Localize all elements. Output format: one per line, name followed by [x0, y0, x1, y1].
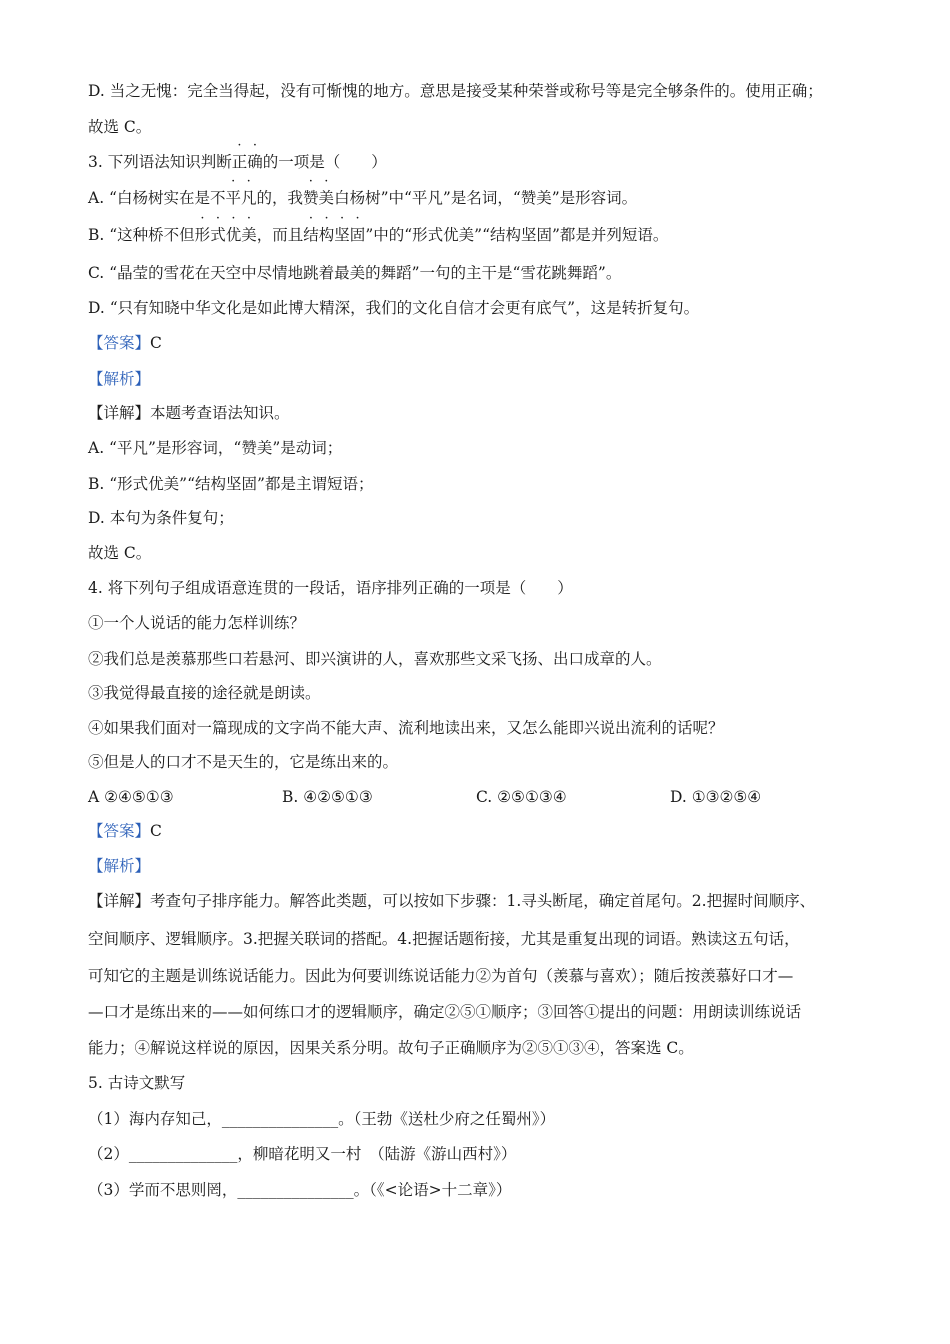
- q3-detail: [88, 402, 290, 424]
- q4-option-b: B. ④②⑤①③: [282, 788, 373, 806]
- q5-item-2: （2）______________，柳暗花明又一村 （陆游《游山西村》）: [88, 1145, 517, 1163]
- detail-tag: 【详解】: [88, 404, 151, 422]
- q4-sentence-4: ④如果我们面对一篇现成的文字尚不能大声、流利地读出来，又怎么能即兴说出流利的话呢？: [88, 719, 724, 737]
- q4-option-a: A ②④⑤①③: [88, 788, 174, 806]
- emphasis-dot-char: 优: [225, 226, 242, 244]
- q4-option-d: D. ①③②⑤④: [670, 788, 762, 806]
- q5-item-3: （3）学而不思则罔，_______________。（《<论语>十二章》）: [88, 1181, 512, 1199]
- emphasis-dot-char: 构: [318, 226, 335, 244]
- emphasis-dot-char: 正: [231, 153, 248, 171]
- q3-stem-pre: 3. 下列语法知识判断: [88, 153, 232, 171]
- q3-option-b: [88, 224, 668, 246]
- emphasis-dot-char: 固: [349, 226, 366, 244]
- q3-explain-d: D. 本句为条件复句；: [88, 509, 234, 527]
- q3-explain-b: B. “形式优美”“结构坚固”都是主谓短语；: [88, 475, 374, 493]
- q4-detail-5: 能力；④解说这样说的原因，因果关系分明。故句子正确顺序为②⑤①③④，答案选 C。: [88, 1039, 694, 1057]
- text-segment: A. “白杨树实在是不: [88, 189, 226, 207]
- q2-conclusion: 故选 C。: [88, 118, 152, 136]
- emphasis-dot-char: 式: [210, 226, 226, 244]
- detail-tag: 【详解】: [88, 892, 151, 910]
- answer-tag: 【答案】: [88, 822, 151, 840]
- q4-detail-3: 可知它的主题是训练说话能力。因此为何要训练说话能力②为首句（羡慕与喜欢）；随后按羡慕好口才—: [88, 967, 794, 985]
- q4-sentence-1: ①一个人说话的能力怎样训练？: [88, 614, 306, 632]
- q4-sentence-5: ⑤但是人的口才不是天生的，它是练出来的。: [88, 753, 399, 771]
- q5-stem: 5. 古诗文默写: [88, 1074, 186, 1092]
- q3-explain-a: A. “平凡”是形容词，“赞美”是动词；: [88, 439, 343, 457]
- q3-stem: [88, 151, 387, 173]
- q3-option-c: C. “晶莹的雪花在天空中尽情地跳着最美的舞蹈”一句的主干是“雪花跳舞蹈”。: [88, 264, 622, 282]
- q4-sentence-3: ③我觉得最直接的途径就是朗读。: [88, 684, 321, 702]
- q4-sentence-2: ②我们总是羡慕那些口若悬河、即兴演讲的人，喜欢那些文采飞扬、出口成章的人。: [88, 650, 662, 668]
- q3-option-d: D. “只有知晓中华文化是如此博大精深，我们的文化自信才会更有底气”，这是转折复句。: [88, 299, 700, 317]
- q4-analysis-tag: 【解析】: [88, 857, 151, 875]
- emphasis-dot-char: 形: [194, 226, 211, 244]
- answer-value: C: [150, 822, 162, 840]
- answer-value: C: [150, 334, 162, 352]
- detail-text: 本题考查语法知识。: [150, 404, 290, 422]
- text-segment: ”中的“形式优美”“结构坚固”都是并列短语。: [365, 226, 669, 244]
- emphasis-dot-char: 确: [247, 153, 263, 171]
- emphasis-dot-char: 美: [241, 226, 257, 244]
- detail-text: 考查句子排序能力。解答此类题，可以按如下步骤：1.寻头断尾，确定首尾句。2.把握时间顺序、: [150, 892, 816, 910]
- emphasis-dot-char: 赞: [303, 189, 319, 207]
- emphasis-dot-char: 结: [303, 226, 319, 244]
- emphasis-dot-char: 坚: [334, 226, 350, 244]
- q4-option-c: C. ②⑤①③④: [476, 788, 567, 806]
- text-segment: 的，我: [256, 189, 304, 207]
- text-segment: ，而且: [256, 226, 304, 244]
- q4-detail-2: 空间顺序、逻辑顺序。3.把握关联词的搭配。4.把握话题衔接，尤其是重复出现的词语。熟读这五句话，: [88, 930, 800, 948]
- q3-option-a: [88, 187, 637, 209]
- text-segment: B. “这种桥不但: [88, 226, 195, 244]
- q3-conclusion: 故选 C。: [88, 544, 152, 562]
- q4-stem: 4. 将下列句子组成语意连贯的一段话，语序排列正确的一项是（ ）: [88, 579, 573, 597]
- emphasis-dot-char: 美: [318, 189, 335, 207]
- emphasis-dot-char: 凡: [241, 189, 257, 207]
- q4-options: [88, 786, 848, 808]
- q4-answer: [88, 820, 162, 842]
- answer-tag: 【答案】: [88, 334, 151, 352]
- emphasis-dot-char: 平: [225, 189, 241, 207]
- q4-detail-1: [88, 890, 815, 912]
- q4-detail-4: —口才是练出来的——如何练口才的逻辑顺序，确定②⑤①顺序；③回答①提出的问题：用朗读训练说话: [88, 1003, 802, 1021]
- q3-stem-post: 的一项是（ ）: [262, 153, 387, 171]
- q5-item-1: （1）海内存知己，_______________。（王勃《送杜少府之任蜀州》）: [88, 1110, 556, 1128]
- q3-analysis-tag: 【解析】: [88, 370, 151, 388]
- q2-option-d: D. 当之无愧：完全当得起，没有可惭愧的地方。意思是接受某种荣誉或称号等是完全够条件的。使用正确；: [88, 82, 823, 100]
- text-segment: 白杨树”中“平凡”是名词，“赞美”是形容词。: [334, 189, 638, 207]
- q3-answer: [88, 332, 162, 354]
